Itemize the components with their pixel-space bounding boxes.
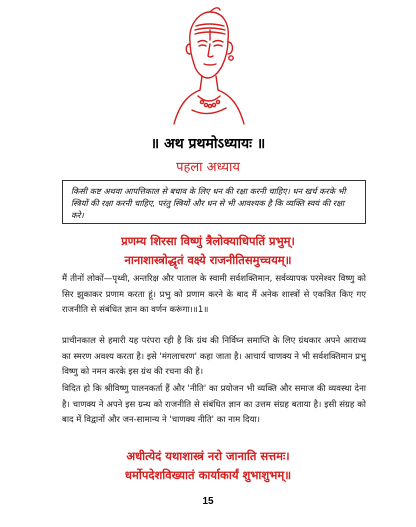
page-number: 15	[202, 496, 214, 507]
chapter-heading: ॥ अथ प्रथमोऽध्यायः ॥	[150, 136, 266, 152]
chanakya-portrait-illustration	[168, 6, 248, 126]
summary-box	[62, 180, 366, 224]
shloka-2	[0, 447, 416, 485]
paragraph-2: प्राचीनकाल से हमारी यह परंपरा रही है कि ग्रंथ की निर्विघ्न समाप्ति के लिए ग्रंथकार अपने आराध्य का स्मरण अवश्य करता है। इसे 'मंगलाचरण' कहा जाता है। आचार्य चाणक्य ने भी सर्वशक्तिमान प्रभु विष्णु को नमन करके इस ग्रंथ की रचना की है।	[62, 336, 366, 377]
shloka-1	[0, 232, 416, 270]
paragraph-3: विदित हो कि श्रीविष्णु पालनकर्ता हैं और 'नीति' का प्रयोजन भी व्यक्ति और समाज की व्यवस्था देना है। चाणक्य ने अपने इस ग्रन्थ को राजनीति से संबंधित ज्ञान का उत्तम संग्रह बताया है। इसी संग्रह को बाद में विद्वानों और जन-सामान्य ने 'चाणक्य नीति' का नाम दिया।	[62, 384, 366, 425]
paragraph-1: मैं तीनों लोकों—पृथ्वी, अन्तरिक्ष और पाताल के स्वामी सर्वशक्तिमान, सर्वव्यापक परमेश्वर विष्णु को सिर झुकाकर प्रणाम करता हूं। प्रभु को प्रणाम करने के बाद मैं अनेक शास्त्रों से एकत्रित किए गए राजनीति से संबंधित ज्ञान का वर्णन करूंगा।॥1॥	[62, 274, 366, 315]
chapter-title: पहला अध्याय	[176, 160, 240, 175]
shloka-1-line-2: नानाशास्त्रोद्धृतं वक्ष्ये राजनीतिसमुच्चयम्॥	[124, 253, 292, 267]
shloka-2-line-2: धर्मोपदेशविख्यातं कार्याकार्यं शुभाशुभम्॥	[124, 468, 292, 482]
summary-text: किसी कष्ट अथवा आपत्तिकाल से बचाव के लिए धन की रक्षा करनी चाहिए। धन खर्च करके भी स्त्रियों की रक्षा करनी चाहिए, परंतु स्त्रियों और धन से भी आवश्यक है कि व्यक्ति स्वयं की रक्षा करे।	[71, 186, 346, 220]
shloka-2-line-1: अधीत्येदं यथाशास्त्रं नरो जानाति सत्तमः।	[126, 449, 290, 463]
shloka-1-line-1: प्रणम्य शिरसा विष्णुं त्रैलोक्याधिपतिं प्रभुम्।	[121, 234, 295, 248]
